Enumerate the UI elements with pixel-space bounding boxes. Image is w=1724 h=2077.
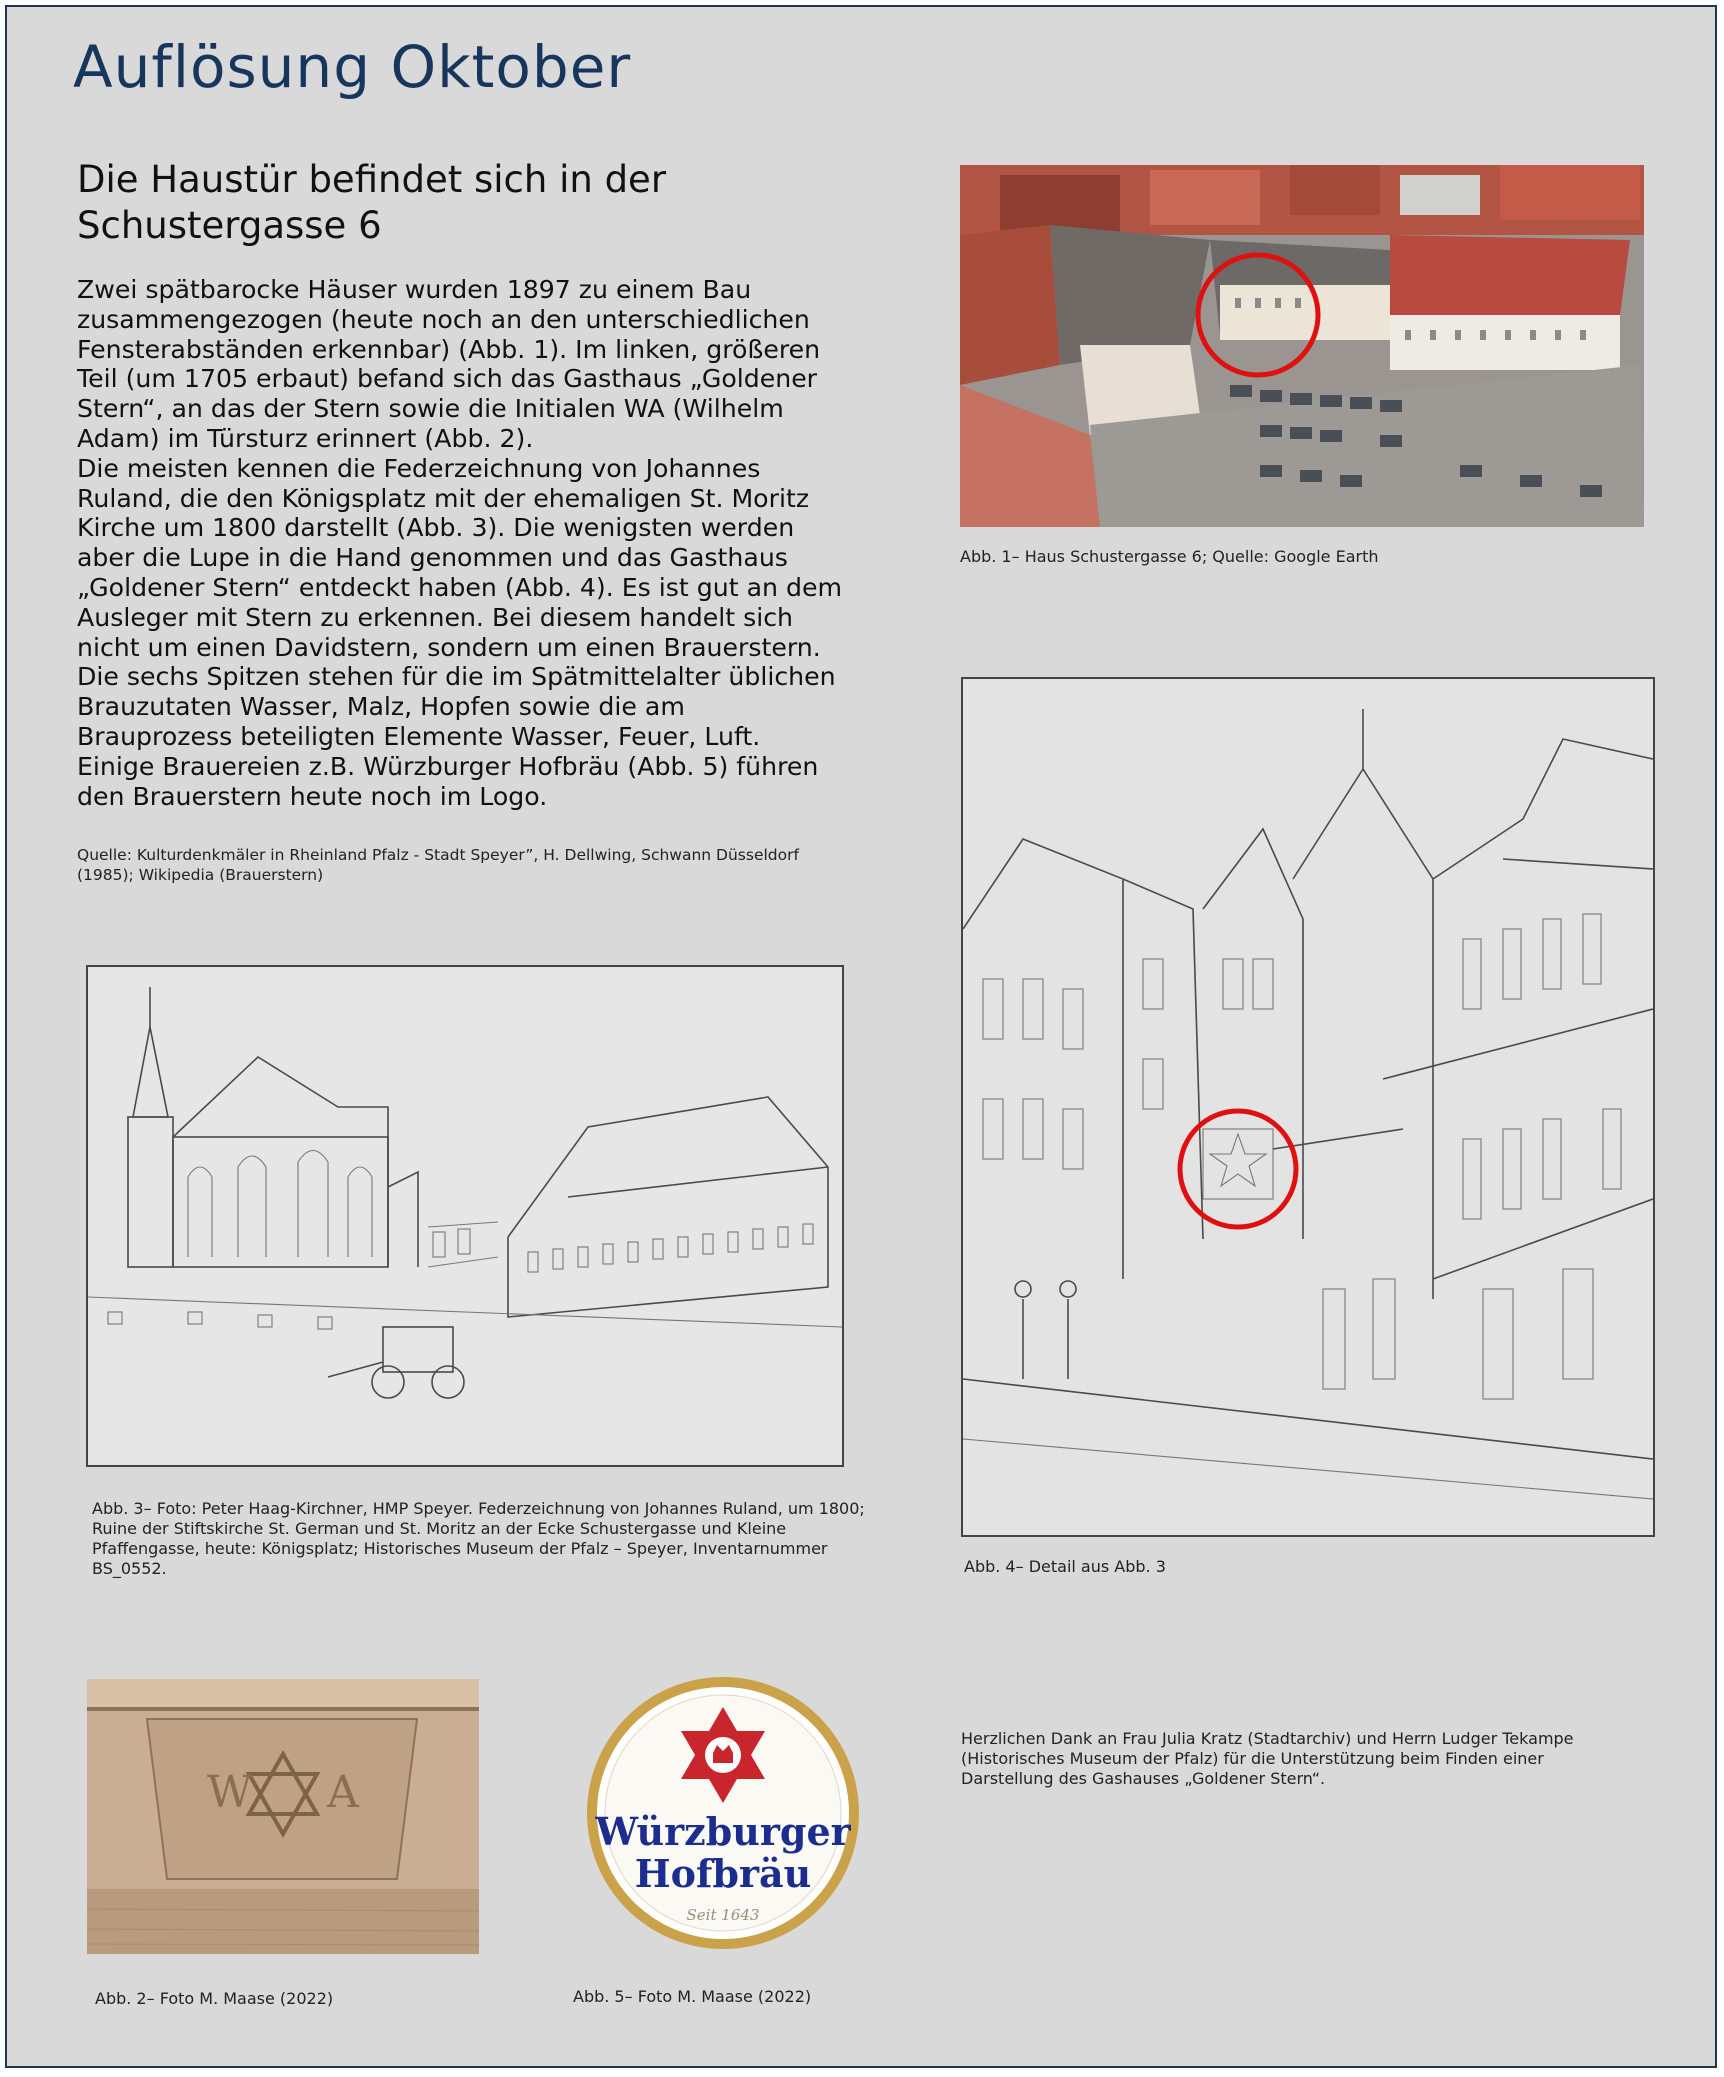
thanks-line: (Historisches Museum der Pfalz) für die Unterstützung beim Finden einer — [961, 1749, 1544, 1768]
logo-since: Seit 1643 — [686, 1906, 760, 1924]
logo-brand-line2: Hofbräu — [634, 1851, 812, 1896]
body-text — [77, 275, 897, 811]
sketch-koenigsplatz-abb3 — [86, 965, 844, 1467]
poster-panel — [5, 5, 1717, 2068]
body-line: Zwei spätbarocke Häuser wurden 1897 zu einem Bau — [77, 275, 752, 304]
body-line: Brauprozess beteiligten Elemente Wasser, Feuer, Luft. — [77, 721, 761, 751]
sketch-detail-graphic — [963, 679, 1653, 1535]
body-line: Die meisten kennen die Federzeichnung von Johannes — [77, 453, 761, 483]
body-line: Ausleger mit Stern zu erkennen. Bei diesem handelt sich — [77, 602, 794, 632]
lintel-inscription-w: W — [207, 1767, 253, 1818]
caption-abb3-line: Pfaffengasse, heute: Königsplatz; Historisches Museum der Pfalz – Speyer, Inventarnummer — [92, 1539, 828, 1558]
body-line: den Brauerstern heute noch im Logo. — [77, 781, 548, 811]
caption-abb5: Abb. 5– Foto M. Maase (2022) — [573, 1987, 812, 2006]
caption-abb3-line: BS_0552. — [92, 1559, 167, 1578]
source-note — [77, 845, 877, 885]
lintel-photo-abb2 — [87, 1679, 479, 1954]
thanks-line: Darstellung des Gashauses „Goldener Stern“. — [961, 1769, 1326, 1788]
body-line: Teil (um 1705 erbaut) befand sich das Gasthaus „Goldener — [77, 364, 818, 394]
sketch-koenigsplatz-graphic — [88, 967, 842, 1465]
aerial-photo-graphic — [960, 165, 1644, 527]
caption-abb1: Abb. 1– Haus Schustergasse 6; Quelle: Google Earth — [960, 547, 1379, 566]
body-line: Einige Brauereien z.B. Würzburger Hofbräu (Abb. 5) führen — [77, 751, 819, 781]
lintel-photo-graphic — [87, 1679, 479, 1954]
caption-abb3 — [92, 1499, 872, 1579]
subtitle — [77, 157, 877, 249]
thanks-note — [961, 1729, 1681, 1789]
body-line: zusammengezogen (heute noch an den unterschiedlichen — [77, 304, 810, 334]
hofbraeu-logo-abb5 — [585, 1675, 861, 1951]
subtitle-line: Die Haustür befindet sich in der — [77, 158, 667, 201]
source-line: Quelle: Kulturdenkmäler in Rheinland Pfalz - Stadt Speyer”, H. Dellwing, Schwann Düsseldorf — [77, 846, 799, 864]
source-line: (1985); Wikipedia (Brauerstern) — [77, 866, 324, 884]
body-line: Die sechs Spitzen stehen für die im Spätmittelalter üblichen — [77, 662, 836, 692]
caption-abb4: Abb. 4– Detail aus Abb. 3 — [964, 1557, 1166, 1576]
logo-brand-line1: Würzburger — [595, 1809, 851, 1854]
lintel-inscription-a: A — [327, 1767, 359, 1818]
body-line: aber die Lupe in die Hand genommen und das Gasthaus — [77, 543, 788, 573]
body-line: Adam) im Türsturz erinnert (Abb. 2). — [77, 423, 534, 453]
thanks-line: Herzlichen Dank an Frau Julia Kratz (Stadtarchiv) und Herrn Ludger Tekampe — [961, 1729, 1574, 1748]
body-line: Kirche um 1800 darstellt (Abb. 3). Die wenigsten werden — [77, 513, 795, 543]
body-line: „Goldener Stern“ entdeckt haben (Abb. 4). Es ist gut an dem — [77, 572, 843, 602]
body-line: nicht um einen Davidstern, sondern um einen Brauerstern. — [77, 632, 821, 662]
subtitle-line: Schustergasse 6 — [77, 204, 382, 247]
aerial-photo-abb1 — [960, 165, 1644, 527]
page-title: Auflösung Oktober — [73, 33, 632, 101]
body-line: Fensterabständen erkennbar) (Abb. 1). Im linken, größeren — [77, 334, 821, 364]
sketch-detail-abb4 — [961, 677, 1655, 1537]
hofbraeu-logo-graphic — [585, 1675, 861, 1951]
caption-abb3-line: Ruine der Stiftskirche St. German und St. Moritz an der Ecke Schustergasse und Kleine — [92, 1519, 787, 1538]
body-line: Ruland, die den Königsplatz mit der ehemaligen St. Moritz — [77, 483, 810, 513]
caption-abb3-line: Abb. 3– Foto: Peter Haag-Kirchner, HMP Speyer. Federzeichnung von Johannes Ruland, um 1800; — [92, 1499, 865, 1518]
body-line: Stern“, an das der Stern sowie die Initialen WA (Wilhelm — [77, 394, 784, 424]
body-line: Brauzutaten Wasser, Malz, Hopfen sowie die am — [77, 692, 685, 722]
caption-abb2: Abb. 2– Foto M. Maase (2022) — [95, 1989, 334, 2008]
